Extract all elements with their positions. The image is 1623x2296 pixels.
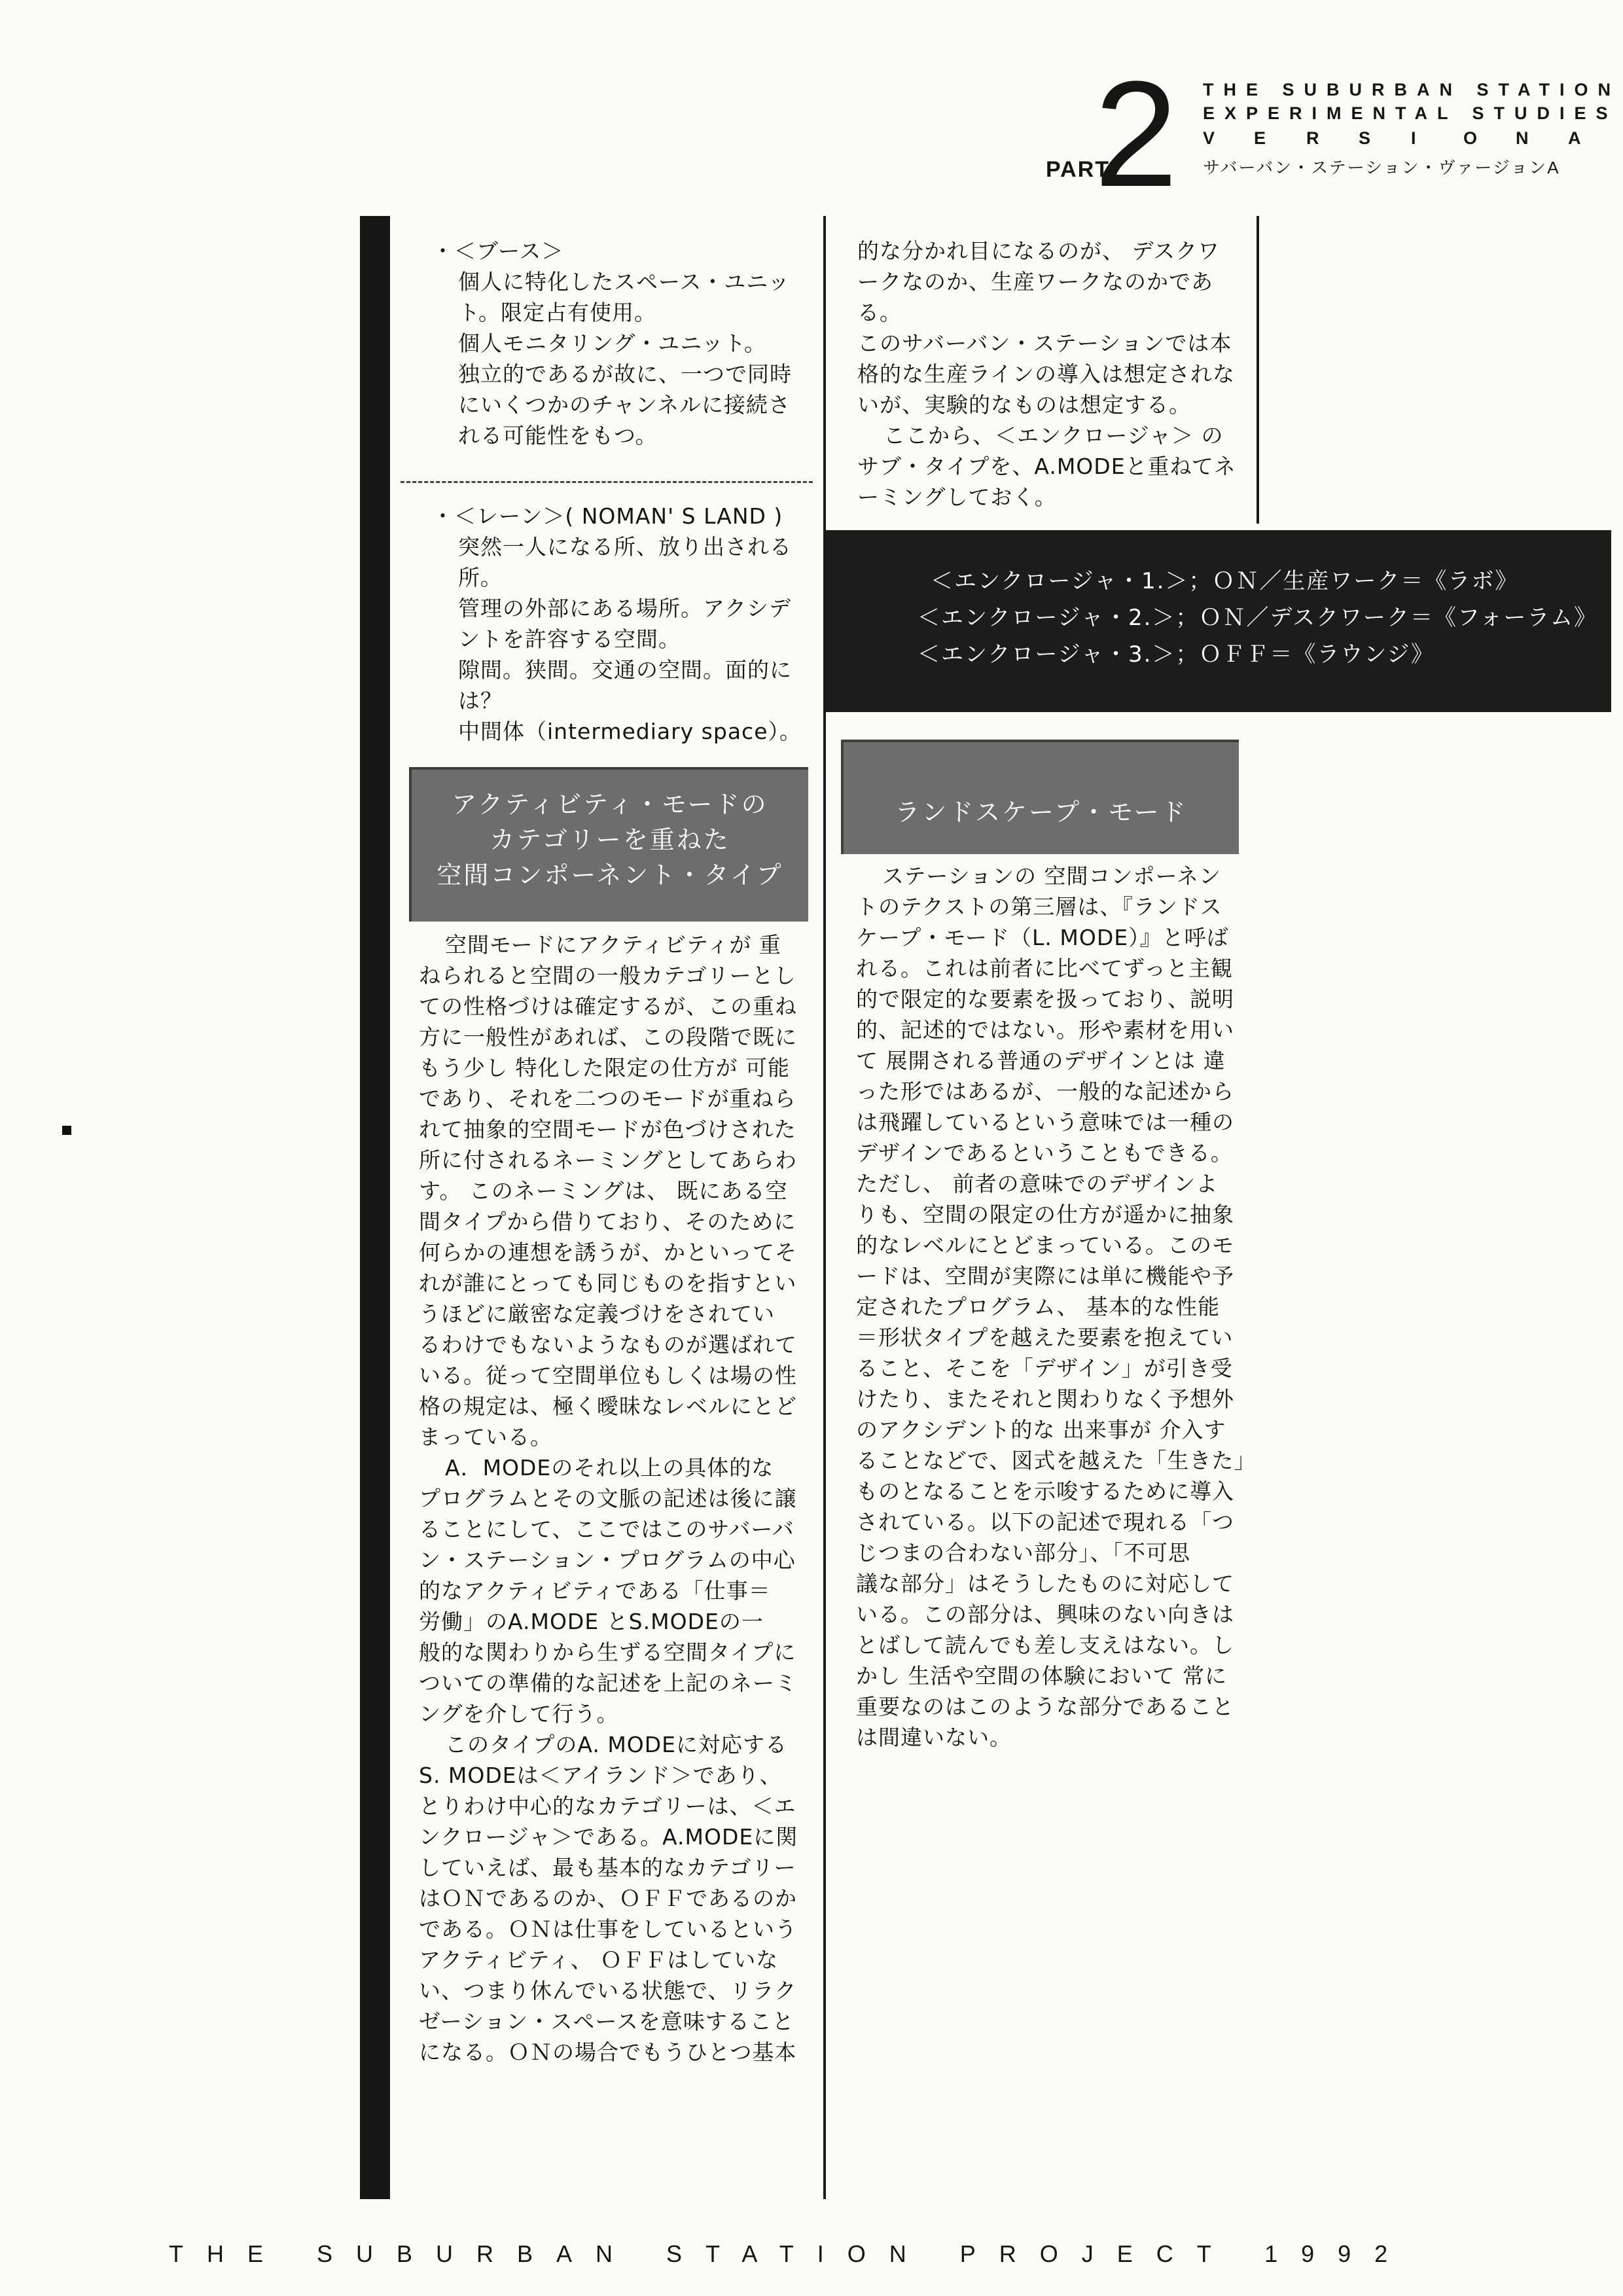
header-japanese-line: サバーバン・ステーション・ヴァージョンA [1203,158,1560,177]
body-line: デザインであるということもできる。 [856,1140,1233,1166]
body-line: A．MODEのそれ以上の具体的な [445,1455,774,1480]
body-line: 中間体（intermediary space）。 [458,719,802,744]
body-line: じつまの合わない部分」、「不可思 [856,1540,1190,1566]
body-line: りも、空間の限定の仕方が遥かに抽象 [856,1202,1234,1227]
body-line: にいくつかのチャンネルに接続さ [458,392,791,418]
body-line: 重要なのはこのような部分であること [856,1694,1234,1719]
body-line: 格的な生産ラインの導入は想定されな [857,361,1236,387]
body-line: 議な部分」はそうしたものに対応して [856,1571,1234,1596]
body-line: 独立的であるが故に、一つで同時 [458,361,792,387]
body-line: 何らかの連想を誘うが、かといってそ [419,1240,797,1265]
body-line: いが、実験的なものは想定する。 [857,392,1191,418]
body-line: ト。限定占有使用。 [458,300,657,325]
enclosure-line: ＜エンクロージャ・3.＞；ＯＦＦ＝《ラウンジ》 [918,641,1435,668]
body-line: ものとなることを示唆するために導入 [856,1479,1234,1504]
column-divider [823,216,826,2199]
body-line: していえば、最も基本的なカテゴリー [419,1855,796,1880]
body-line: 的なレベルにとどまっている。このモ [856,1232,1234,1258]
body-line: まっている。 [419,1424,552,1450]
heading-line: カテゴリーを重ねた [490,825,730,854]
version-letter: O [1463,128,1488,148]
part-label: PART [1046,157,1111,182]
body-line: けたり、またそれと関わりなく予想外 [856,1386,1234,1412]
body-line: トのテクストの第三層は、『ランドス [856,894,1222,920]
body-line: れが誰にとっても同じものを指すとい [419,1270,797,1296]
body-line: 突然一人になる所、放り出される [458,534,792,560]
body-line: て 展開される普通のデザインとは 違 [856,1048,1226,1073]
left-body-text [419,929,815,2068]
body-line: は？ [458,688,503,713]
body-line: ねられると空間の一般カテゴリーとし [419,963,796,988]
body-line: である。ＯＮは仕事をしているという [419,1916,797,1942]
body-line: になる。ＯＮの場合でもうひとつ基本 [419,2039,797,2065]
body-line: いる。この部分は、興味のない向きは [856,1602,1234,1627]
version-letter: V [1203,128,1225,148]
body-line: ることにして、ここではこのサバーバ [419,1516,794,1542]
body-line: のアクシデント的な 出来事が 介入す [856,1417,1226,1443]
body-line: はＯＮであるのか、ＯＦＦであるのか [419,1886,797,1911]
body-line: れる可能性をもつ。 [458,423,658,448]
body-line: サブ・タイプを、A.MODEと重ねてネ [857,454,1236,479]
body-line: かし 生活や空間の体験において 常に [856,1663,1227,1689]
body-line: は飛躍しているという意味では一種の [856,1109,1234,1135]
body-line: 的なアクティビティである「仕事＝ [419,1578,771,1604]
version-letter: E [1254,128,1276,148]
body-line: 方に一般性があれば、この段階で既に [419,1024,797,1050]
body-line: 隙間。狭間。交通の空間。面的に [458,657,792,683]
body-line: されている。以下の記述で現れる「つ [856,1509,1234,1535]
body-line: ンクロージャ＞である。A.MODEに関 [419,1824,798,1850]
body-line: とりわけ中心的なカテゴリーは、＜エ [419,1793,796,1819]
body-line: 間タイプから借りており、そのために [419,1209,796,1234]
enclosure-line: ＜エンクロージャ・2.＞；ＯＮ／デスクワーク＝《フォーラム》 [918,605,1597,631]
body-line: ＝形状タイプを越えた要素を抱えてい [856,1325,1234,1350]
body-line: 個人に特化したスペース・ユニッ [458,269,791,295]
body-line: 格の規定は、極く曖昧なレベルにとど [419,1393,797,1419]
version-letter: I [1411,128,1426,148]
body-line: い、つまり休んでいる状態で、リラク [419,1978,797,2003]
body-line: このタイプのA. MODEに対応する [445,1732,788,1757]
body-line: もう少し 特化した限定の仕方が 可能 [419,1055,790,1081]
body-line: ーミングしておく。 [857,484,1057,510]
body-line: ここから、＜エンクロージャ＞ の [883,423,1224,448]
body-line: このサバーバン・ステーションでは本 [857,331,1232,356]
body-line: ることなどで、図式を越えた「生きた」 [856,1448,1257,1473]
right-column-divider [1257,216,1259,524]
booth-section [432,236,818,451]
part-number: 2 [1094,50,1178,218]
body-line: 労働」のA.MODE とS.MODEの一 [419,1609,764,1634]
body-line: ゼーション・スペースを意味すること [419,2009,794,2034]
body-line: S. MODEは＜アイランド＞であり、 [419,1763,782,1788]
body-line: 般的な関わりから生ずる空間タイプに [419,1640,796,1665]
body-line: であり、それを二つのモードが重ねら [419,1086,796,1111]
body-line: アクティビティ、 ＯＦＦはしていな [419,1947,779,1973]
version-letter: R [1306,128,1329,148]
body-line: うほどに厳密な定義づけをされてい [419,1301,775,1327]
lane-heading: ・＜レーン＞( NOMAN' S LAND ) [432,503,783,529]
dashed-separator [401,481,813,483]
body-line: ン・ステーション・プログラムの中心 [419,1547,796,1573]
right-top-text [857,236,1250,512]
body-line: 的で限定的な要素を扱っており、説明 [856,986,1234,1012]
version-letter: A [1568,128,1591,148]
body-line: 的な分かれ目になるのが、 デスクワ [857,238,1221,264]
body-line: 所に付されるネーミングとしてあらわ [419,1147,797,1173]
body-line: った形ではあるが、一般的な記述から [856,1079,1234,1104]
body-line: 個人モニタリング・ユニット。 [458,331,767,356]
heading-line: 空間コンポーネント・タイプ [437,861,783,889]
footer-project-title: THE SUBURBAN STATION PROJECT 1992 [169,2240,1412,2267]
body-line: 定されたプログラム、 基本的な性能 [856,1294,1221,1319]
landscape-mode-heading-box [841,740,1239,854]
heading-line: アクティビティ・モードの [452,790,768,819]
body-line: 的、記述的ではない。形や素材を用い [856,1017,1234,1043]
body-line: とばして読んでも差し支えはない。し [856,1632,1234,1658]
body-line: れる。これは前者に比べてずっと主観 [856,956,1234,981]
right-body-text [856,861,1257,1753]
body-line: いる。従って空間単位もしくは場の性 [419,1363,797,1388]
body-line: 管理の外部にある場所。アクシデ [458,596,792,621]
body-line: 所。 [458,565,503,590]
body-line: ードは、空間が実際には単に機能や予 [856,1263,1234,1289]
body-line: ングを介して行う。 [419,1701,619,1727]
body-line: プログラムとその文脈の記述は後に譲 [419,1486,797,1511]
body-line: ただし、 前者の意味でのデザインよ [856,1171,1219,1196]
body-line: ての性格づけは確定するが、この重ね [419,994,797,1019]
booth-heading: ・＜ブース＞ [432,238,564,264]
left-black-bar [360,216,390,2199]
body-line: は間違いない。 [856,1725,1012,1750]
version-letter: S [1359,128,1381,148]
margin-mark [62,1126,71,1135]
header-title-line-2: EXPERIMENTAL STUDIES [1203,103,1618,123]
body-line: す。 このネーミングは、 既にある空 [419,1178,788,1204]
header-title-line-1: THE SUBURBAN STATION [1203,80,1620,99]
body-line: 空間モードにアクティビティが 重 [445,932,781,958]
body-line: ついての準備的な記述を上記のネーミ [419,1670,797,1696]
heading-line: ランドスケープ・モード [895,798,1188,827]
header-version-line [1203,128,1591,149]
body-line: ステーションの 空間コンポーネン [882,863,1221,889]
enclosure-types-box [826,530,1611,712]
enclosure-line: ＜エンクロージャ・1.＞；ＯＮ／生産ワーク＝《ラボ》 [931,568,1519,594]
body-line: ントを許容する空間。 [458,626,681,652]
lane-section [432,501,818,747]
activity-mode-heading-box [409,767,808,922]
body-line: ークなのか、生産ワークなのかである。 [857,269,1213,325]
body-line: ケープ・モード（L. MODE）』と呼ば [856,925,1229,950]
body-line: るわけでもないようなものが選ばれて [419,1332,797,1357]
version-letter: N [1516,128,1539,148]
body-line: れて抽象的空間モードが色づけされた [419,1117,796,1142]
body-line: ること、そこを「デザイン」が引き受 [856,1355,1233,1381]
